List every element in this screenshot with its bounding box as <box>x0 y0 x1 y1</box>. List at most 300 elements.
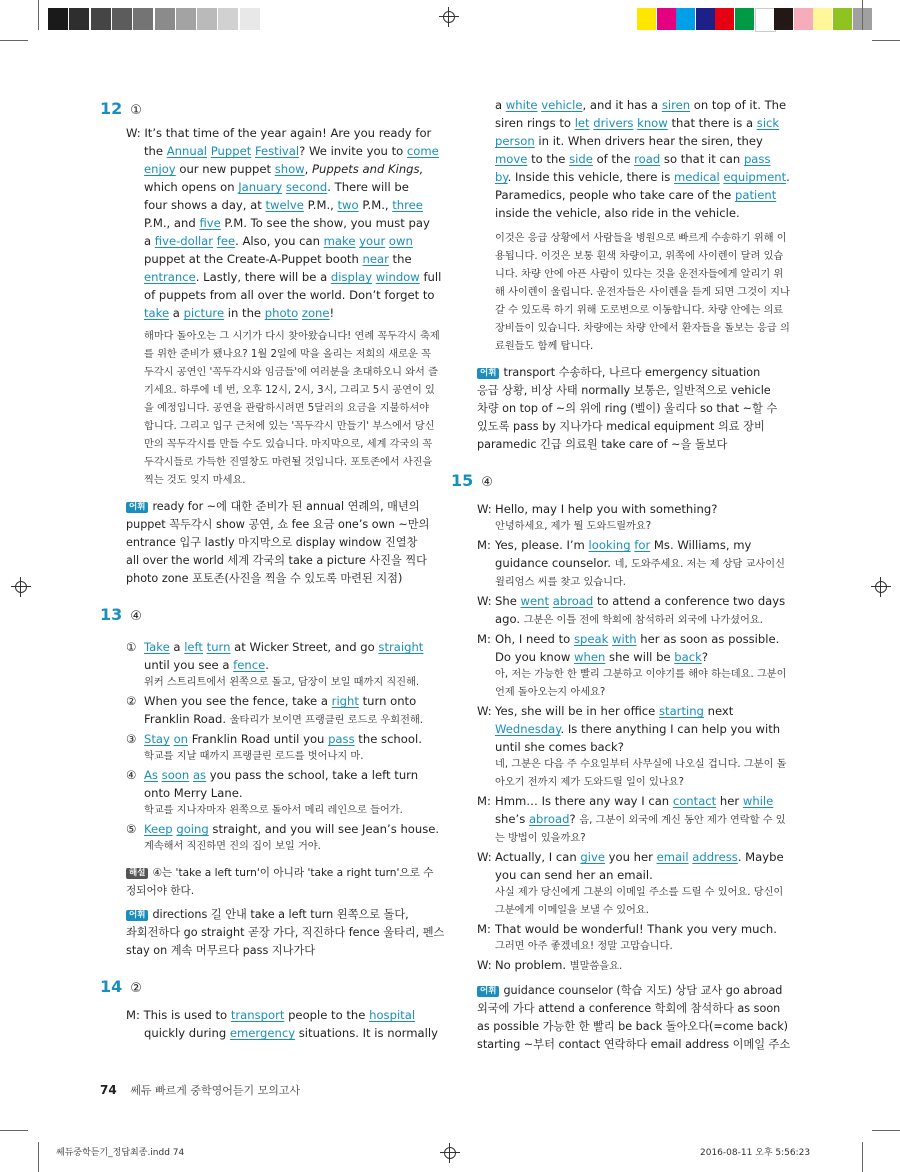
speaker-label: W: <box>477 850 492 864</box>
korean-line: 아, 저는 가능한 한 빨리 그분하고 이야기를 해야 하는데요. 그분이 <box>495 669 787 680</box>
korean-text: 그분은 이틀 전에 학회에 참석하러 외국에 나가셨어요. <box>523 615 763 626</box>
text: next <box>703 704 734 718</box>
trim-mark <box>0 1130 28 1131</box>
text: When you see the fence, take a <box>144 694 332 708</box>
text: of puppets from all over the world. Don’t forget to <box>144 288 435 302</box>
answer-mark: ④ <box>481 475 493 490</box>
text: the <box>388 252 412 266</box>
vocabulary-box <box>451 982 791 1054</box>
text: in it. When drivers hear the siren, they <box>534 134 763 148</box>
trim-mark <box>38 0 39 30</box>
text: you can send her an email. <box>495 868 653 882</box>
text: her <box>716 794 743 808</box>
korean-line: 두각시 공연인 '꼭두각시와 임금들'에 여러분을 초대하오니 와서 즐 <box>144 367 438 378</box>
question-15 <box>451 471 791 1054</box>
explanation-text: ④는 'take a left turn'이 아니라 'take a right turn'으로 수 <box>152 867 434 879</box>
text: . Inside this vehicle, there is <box>507 170 674 184</box>
gray-swatch <box>133 8 153 30</box>
text-line <box>495 150 777 168</box>
text: to the <box>527 152 570 166</box>
text: a <box>169 640 185 654</box>
korean-line: 두각시들로 가득한 진열창도 마련될 것입니다. 포토존에서 사진을 <box>144 457 433 468</box>
color-swatch <box>794 8 813 30</box>
left-column <box>100 99 445 1042</box>
blank-answer: on <box>173 732 189 746</box>
text: Yes, please. I’m <box>495 538 589 552</box>
text: . There will be <box>327 180 409 194</box>
text: a <box>144 234 155 248</box>
korean-line: 그분에게 이메일을 보낼 수 있어요. <box>495 905 649 916</box>
text-line <box>126 214 435 232</box>
vocab-text: 있도록 pass by 지나가다 medical equipment 의료 장비 <box>477 420 765 433</box>
trim-mark <box>0 40 28 41</box>
speaker-label: M: <box>477 794 491 808</box>
blank-answer: enjoy <box>144 162 176 176</box>
blank-answer: sick <box>756 116 780 130</box>
blank-answer: display <box>330 270 373 284</box>
text: ? We invite you to <box>299 144 407 158</box>
speaker-label: W: <box>477 502 492 516</box>
vocab-line <box>477 1018 789 1036</box>
korean-line: 만의 꼭두각시를 만들 수도 있습니다. 마지막으로, 세계 각국의 꼭 <box>144 439 433 450</box>
text: ? <box>701 650 708 664</box>
korean-line: 사실 제가 당신에게 그분의 이메일 주소를 드릴 수 있어요. 당신이 <box>495 887 784 898</box>
page-footer <box>100 1082 300 1098</box>
blank-answer: transport <box>230 1008 285 1022</box>
vocab-text: 차량 on top of ~의 위에 ring (벨이) 울리다 so that ~할 수 <box>477 402 778 415</box>
page-number: 74 <box>100 1083 117 1097</box>
vocab-line <box>126 498 435 516</box>
text: which opens on <box>144 180 239 194</box>
korean-translation <box>100 328 440 490</box>
blank-answer: Stay <box>144 732 170 746</box>
question-13 <box>100 605 445 960</box>
blank-answer: fee <box>216 234 236 248</box>
korean-line: 을 예정입니다. 공연을 관람하시려면 5달러의 요금을 지불하셔야 <box>144 403 430 414</box>
text: inside the vehicle, also ride in the vehicle. <box>495 206 740 220</box>
blank-answer: left <box>184 640 203 654</box>
text: . <box>265 658 269 672</box>
vocab-line <box>126 906 435 924</box>
text-line <box>477 866 777 884</box>
blank-answer: entrance <box>144 270 196 284</box>
gray-swatch <box>240 8 260 30</box>
korean-translation <box>477 230 790 356</box>
blank-answer: zone <box>301 306 330 320</box>
blank-answer: your <box>359 234 386 248</box>
korean-line: 료원들도 함께 탑니다. <box>495 341 594 352</box>
text: Hello, may I help you with something? <box>495 502 718 516</box>
vocab-line <box>126 552 435 570</box>
blank-answer: move <box>495 152 528 166</box>
color-swatch <box>774 8 793 30</box>
text-line <box>126 160 435 178</box>
text-line <box>126 730 435 748</box>
korean-text: 별말씀을요. <box>569 961 623 972</box>
vocab-line <box>477 1000 781 1018</box>
blank-answer: pass <box>328 732 355 746</box>
speaker-label: W: <box>477 958 492 972</box>
text: ? <box>569 812 580 826</box>
text: so that it can <box>660 152 744 166</box>
korean-text: 울타리가 보이면 프랭클린 로드로 우회전해. <box>229 715 424 726</box>
text-line <box>126 766 435 784</box>
gray-swatch <box>112 8 132 30</box>
text-line <box>126 304 435 322</box>
blank-answer: abroad <box>528 812 570 826</box>
text: Franklin Road until you <box>188 732 329 746</box>
blank-answer: As <box>144 768 158 782</box>
korean-line: 학교를 지날 때까지 프랭클린 로드를 벗어나지 마. <box>144 751 364 762</box>
explanation-line <box>126 864 435 882</box>
text: you her <box>604 850 657 864</box>
blank-answer: while <box>742 794 774 808</box>
text: our new puppet <box>175 162 275 176</box>
question-14-start <box>100 977 438 1042</box>
explanation-line <box>126 882 435 900</box>
vocab-text: directions 길 안내 take a left turn 왼쪽으로 돌다, <box>152 908 409 921</box>
text: W: It’s that time of the year again! Are you ready for <box>126 126 432 140</box>
text-line <box>477 920 777 938</box>
korean-line: 합니다. 그리고 입구 근처에 있는 '꼭두각시 만들기' 부스에서 당신 <box>144 421 435 432</box>
text-line <box>495 204 777 222</box>
text-line <box>126 232 435 250</box>
color-swatch <box>735 8 754 30</box>
blank-answer: second <box>285 180 328 194</box>
vocabulary-box <box>477 364 777 454</box>
vocab-text: all over the world 세계 각국의 take a picture 사진을 찍다 <box>126 554 427 567</box>
blank-answer: right <box>331 694 359 708</box>
vocab-text: transport 수송하다, 나르다 emergency situation <box>503 366 761 379</box>
blank-answer: went <box>520 594 550 608</box>
blank-answer: patient <box>734 188 777 202</box>
blank-answer: speak <box>573 632 609 646</box>
text: on top of it. The <box>690 98 787 112</box>
text-line <box>126 1024 438 1042</box>
blank-answer: take <box>144 306 170 320</box>
korean-line: 아오기 전까지 제가 도와드릴 일이 있나요? <box>495 777 684 788</box>
text-line <box>126 656 435 674</box>
text: That would be wonderful! Thank you very much. <box>495 922 777 936</box>
blank-answer: five <box>199 216 221 230</box>
text: Do you know <box>495 650 575 664</box>
korean-line: 네, 그분은 다음 주 수요일부터 사무실에 나오실 겁니다. 그분이 돌 <box>495 759 787 770</box>
color-swatch <box>696 8 715 30</box>
color-swatch <box>755 8 776 32</box>
color-swatch <box>715 8 734 30</box>
color-swatch <box>813 8 832 30</box>
vocab-text: starting ~부터 contact 연락하다 email address 이메일 주소 <box>477 1038 791 1051</box>
korean-line: 용됩니다. 이것은 보통 흰색 차량이고, 위쪽에 사이렌이 달려 있습 <box>495 251 784 262</box>
text: a <box>169 306 184 320</box>
text: Paramedics, people who take care of the <box>495 188 735 202</box>
blank-answer: vehicle <box>541 98 583 112</box>
vocab-text: 응급 상황, 비상 사태 normally 보통은, 일반적으로 vehicle <box>477 384 771 397</box>
text: Franklin Road. <box>144 712 230 726</box>
gray-swatch <box>176 8 196 30</box>
book-title: 쎄듀 빠르게 중학영어듣기 모의고사 <box>130 1084 301 1097</box>
text: until she comes back? <box>495 740 624 754</box>
color-swatch <box>657 8 676 30</box>
color-swatch <box>637 8 656 30</box>
vocab-tag: 어휘 <box>477 986 499 997</box>
text: of the <box>592 152 635 166</box>
blank-answer: own <box>388 234 413 248</box>
blank-answer: for <box>634 538 651 552</box>
question-12 <box>100 99 442 588</box>
blank-answer: Festival <box>254 144 300 158</box>
korean-line: 니다. 차량 안에 아픈 사람이 있다는 것을 운전자들에게 알리기 위 <box>495 269 784 280</box>
text: . Lastly, there will be a <box>195 270 331 284</box>
blank-answer: email <box>656 850 689 864</box>
speaker-label: M: <box>477 632 491 646</box>
text: you pass the school, take a left turn <box>206 768 419 782</box>
speaker-label: W: <box>477 704 492 718</box>
text: she will be <box>605 650 675 664</box>
vocab-text: ready for ~에 대한 준비가 된 annual 연례의, 매년의 <box>152 500 420 513</box>
blank-answer: window <box>375 270 420 284</box>
text: to attend a conference two days <box>593 594 786 608</box>
dialogue <box>451 500 787 976</box>
blank-answer: Wednesday <box>495 722 561 736</box>
text-line <box>126 638 435 656</box>
text-line <box>126 250 435 268</box>
text-line <box>495 114 780 132</box>
vocab-tag: 어휘 <box>477 368 499 379</box>
option-mark: ③ <box>126 732 137 746</box>
text: Ms. Williams, my <box>650 538 752 552</box>
text: M: This is used to <box>126 1008 231 1022</box>
blank-answer: three <box>392 198 423 212</box>
text-line <box>126 196 435 214</box>
vocab-line <box>477 364 777 382</box>
blank-answer: side <box>569 152 593 166</box>
color-swatch <box>833 8 852 30</box>
korean-line: 는 방법이 있을까요? <box>495 833 586 844</box>
trim-mark <box>38 1142 39 1172</box>
text-line <box>126 142 439 160</box>
blank-answer: Annual <box>166 144 208 158</box>
question-number: 13 <box>100 605 123 624</box>
text: quickly during <box>144 1026 230 1040</box>
blank-answer: white <box>505 98 538 112</box>
text: four shows a day, at <box>144 198 266 212</box>
blank-answer: drivers <box>593 116 634 130</box>
vocab-line <box>126 516 435 534</box>
text: P.M., <box>303 198 338 212</box>
question-number: 12 <box>100 99 123 118</box>
blank-answer: as <box>192 768 207 782</box>
text-line <box>126 268 442 286</box>
text: ago. <box>495 612 524 626</box>
korean-text: 음, 그분이 외국에 계신 동안 제가 연락할 수 있 <box>579 815 786 826</box>
text: full <box>419 270 442 284</box>
text: puppet at the Create-A-Puppet booth <box>144 252 363 266</box>
vocab-line <box>477 418 777 436</box>
speaker-label: M: <box>477 538 491 552</box>
text-line <box>477 648 777 666</box>
text-line <box>126 820 440 838</box>
korean-line: 언제 돌아오는지 아세요? <box>495 687 606 698</box>
vocab-text: 외국에 가다 attend a conference 학회에 참석하다 as soon <box>477 1002 781 1015</box>
korean-line: 그러면 아주 좋겠네요! 정말 고맙습니다. <box>495 941 673 952</box>
option-mark: ④ <box>126 768 137 782</box>
text: , <box>304 162 313 176</box>
blank-answer: soon <box>161 768 190 782</box>
text-line <box>477 592 786 610</box>
text-line <box>477 554 785 574</box>
blank-answer: Keep <box>144 822 173 836</box>
answer-mark: ② <box>130 981 142 996</box>
direction-options <box>100 638 440 856</box>
blank-answer: January <box>238 180 283 194</box>
korean-line: 계속해서 직진하면 진의 집이 보일 거야. <box>144 841 321 852</box>
vocab-line <box>477 982 783 1000</box>
blank-answer: contact <box>672 794 717 808</box>
script-text <box>100 124 442 322</box>
color-swatch <box>676 8 695 30</box>
text-line <box>495 96 787 114</box>
blank-answer: with <box>611 632 637 646</box>
text: . Also, you can <box>235 234 324 248</box>
blank-answer: photo <box>264 306 299 320</box>
blank-answer: going <box>176 822 209 836</box>
text: people to the <box>284 1008 370 1022</box>
text: Yes, she will be in her office <box>495 704 659 718</box>
blank-answer: abroad <box>552 594 594 608</box>
text: at Wicker Street, and go <box>230 640 379 654</box>
text: the school. <box>354 732 422 746</box>
blank-answer: picture <box>183 306 225 320</box>
registration-mark-top <box>441 9 457 25</box>
vocab-line <box>477 382 777 400</box>
blank-answer: let <box>574 116 590 130</box>
korean-line: 장비들이 있습니다. 차량에는 차량 안에서 환자들을 돌보는 응급 의 <box>495 323 790 334</box>
question-number: 14 <box>100 977 123 996</box>
korean-line: 이것은 응급 상황에서 사람들을 병원으로 빠르게 수송하기 위해 이 <box>495 233 787 244</box>
blank-answer: Take <box>144 640 170 654</box>
explanation-tag: 해설 <box>126 868 148 879</box>
text-line <box>477 956 777 976</box>
vocab-line <box>126 570 435 588</box>
answer-mark: ④ <box>130 609 142 624</box>
text-line <box>495 132 777 150</box>
text-line <box>126 784 435 802</box>
text: until you see a <box>144 658 234 672</box>
blank-answer: twelve <box>265 198 304 212</box>
text-line <box>477 720 781 738</box>
text: P.M., and <box>144 216 200 230</box>
vocab-text: guidance counselor (학습 지도) 상담 교사 go abroad <box>503 984 783 997</box>
blank-answer: make <box>323 234 356 248</box>
text: Oh, I need to <box>495 632 574 646</box>
right-column <box>451 96 791 1054</box>
text: . Maybe <box>737 850 784 864</box>
question-number: 15 <box>451 471 474 490</box>
speaker-label: W: <box>477 594 492 608</box>
italic-title: Puppets and Kings, <box>312 162 424 176</box>
text-line <box>477 500 777 518</box>
explanation-text: 정되어야 한다. <box>126 885 195 897</box>
text-line <box>126 286 435 304</box>
gray-swatch <box>218 8 238 30</box>
vocab-text: photo zone 포토존(사진을 찍을 수 있도록 마련된 지점) <box>126 572 403 585</box>
text: her as soon as possible. <box>636 632 780 646</box>
korean-line: 를 위한 준비가 됐나요? 1월 2일에 막을 올리는 저희의 새로운 꼭 <box>144 349 431 360</box>
text-line <box>477 630 780 648</box>
blank-answer: give <box>580 850 605 864</box>
korean-line: 찍는 것도 잊지 마세요. <box>144 475 246 486</box>
trim-mark <box>862 0 863 30</box>
blank-answer: equipment <box>723 170 787 184</box>
blank-answer: two <box>337 198 359 212</box>
text-line <box>126 1006 435 1024</box>
korean-line: 해 사이렌이 울립니다. 운전자들은 사이렌을 듣게 되면 그것이 지나 <box>495 287 790 298</box>
text: turn onto <box>358 694 417 708</box>
text: ! <box>329 306 335 320</box>
vocab-line <box>126 942 435 960</box>
vocab-line <box>126 924 445 942</box>
vocab-text: entrance 입구 lastly 마지막으로 display window 진열창 <box>126 536 418 549</box>
vocab-tag: 어휘 <box>126 910 148 921</box>
option-mark: ① <box>126 640 137 654</box>
gray-swatch <box>91 8 111 30</box>
text: onto Merry Lane. <box>144 786 243 800</box>
blank-answer: by <box>495 170 508 184</box>
blank-answer: back <box>674 650 702 664</box>
korean-line: 윌리엄스 씨를 찾고 있습니다. <box>495 577 627 588</box>
trim-mark <box>872 40 900 41</box>
answer-mark: ① <box>130 103 142 118</box>
vocab-line <box>126 534 435 552</box>
text-line <box>126 124 435 142</box>
blank-answer: turn <box>206 640 231 654</box>
text: P.M. To see the show, you must pay <box>220 216 430 230</box>
text-line <box>477 702 777 720</box>
text: a <box>495 98 506 112</box>
blank-answer: fence <box>233 658 266 672</box>
korean-line: 안녕하세요, 제가 뭘 도와드릴까요? <box>495 521 652 532</box>
korean-line: 해마다 돌아오는 그 시기가 다시 찾아왔습니다! 연례 꼭두각시 축제 <box>144 331 440 342</box>
vocab-text: 좌회전하다 go straight 곧장 가다, 직진하다 fence 울타리, 펜스 <box>126 926 445 939</box>
text-line <box>477 848 784 866</box>
vocab-line <box>477 400 777 418</box>
speaker-label: M: <box>477 922 491 936</box>
blank-answer: address <box>692 850 738 864</box>
blank-answer: person <box>495 134 535 148</box>
blank-answer: hospital <box>369 1008 416 1022</box>
korean-line: 갈 수 있도록 하기 위해 도로변으로 이동합니다. 차량 안에는 의료 <box>495 305 784 316</box>
blank-answer: straight <box>378 640 424 654</box>
text: No problem. <box>495 958 570 972</box>
text: situations. It is normally <box>295 1026 438 1040</box>
text: P.M., <box>358 198 393 212</box>
vocab-line <box>477 1036 791 1054</box>
vocabulary-box <box>100 906 445 960</box>
text: She <box>495 594 521 608</box>
blank-answer: medical <box>673 170 720 184</box>
blank-answer: come <box>406 144 439 158</box>
text: , and it has a <box>582 98 662 112</box>
vocab-text: stay on 계속 머무르다 pass 지나가다 <box>126 944 316 957</box>
text-line <box>126 710 435 730</box>
blank-answer: siren <box>661 98 691 112</box>
vocab-text: paramedic 긴급 의료원 take care of ~을 돌보다 <box>477 438 728 451</box>
text-line <box>477 536 777 554</box>
vocab-line <box>477 436 777 454</box>
blank-answer: near <box>362 252 389 266</box>
blank-answer: emergency <box>229 1026 296 1040</box>
